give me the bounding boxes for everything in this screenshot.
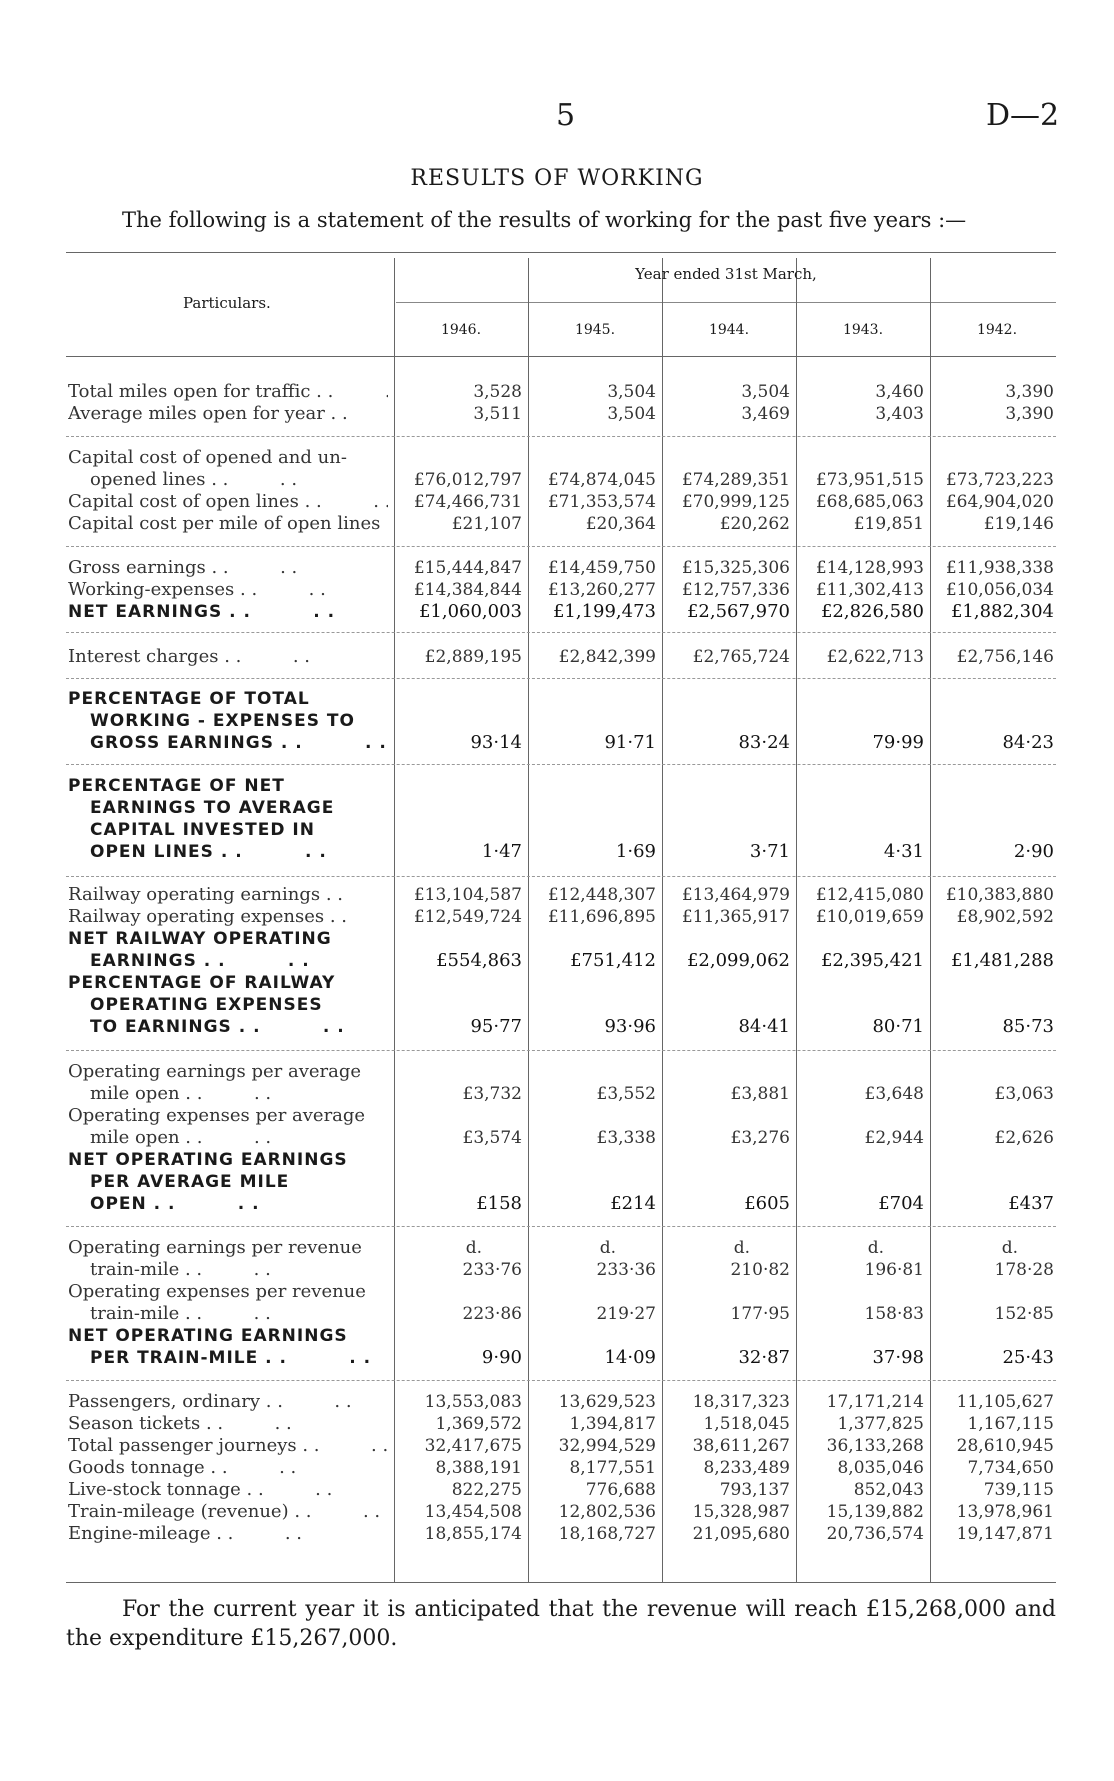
cell-value: £10,019,659 <box>815 907 924 927</box>
cell-value: 17,171,214 <box>826 1392 924 1412</box>
cell-value: £3,732 <box>462 1084 522 1104</box>
cell-value: £70,999,125 <box>681 492 790 512</box>
row-label: opened lines . . <box>68 469 388 491</box>
cell-value: 80·71 <box>872 1016 924 1037</box>
row-label: Capital cost of open lines . . <box>68 491 388 513</box>
cell-value: 1,167,115 <box>967 1414 1054 1434</box>
row-label: PERCENTAGE OF TOTAL <box>68 689 310 709</box>
row-label: PERCENTAGE OF NET <box>68 776 285 796</box>
cell-value: 18,168,727 <box>558 1524 656 1544</box>
cell-value: £14,128,993 <box>815 558 924 578</box>
cell-value: 1,394,817 <box>569 1414 656 1434</box>
section-divider <box>66 678 1056 679</box>
row-label: GROSS EARNINGS . . <box>68 732 388 754</box>
cell-value: 793,137 <box>719 1480 790 1500</box>
row-label: EARNINGS . . <box>68 950 388 972</box>
cell-value: 1·69 <box>615 841 656 862</box>
row-label: Railway operating earnings . . <box>68 884 388 906</box>
cell-value: 37·98 <box>872 1347 924 1368</box>
row-label: Gross earnings . . <box>68 557 388 579</box>
unit-pence: d. <box>733 1238 750 1258</box>
cell-value: £2,626 <box>994 1128 1054 1148</box>
section-divider <box>66 1050 1056 1051</box>
row-label: OPERATING EXPENSES <box>90 995 323 1015</box>
cell-value: 9·90 <box>481 1347 522 1368</box>
cell-value: 4·31 <box>883 841 924 862</box>
row-label: Capital cost of opened and un- <box>68 447 347 468</box>
cell-value: 1·47 <box>481 841 522 862</box>
cell-value: 36,133,268 <box>826 1436 924 1456</box>
cell-value: 32,417,675 <box>424 1436 522 1456</box>
cell-value: £704 <box>878 1193 924 1214</box>
cell-value: 2·90 <box>1013 841 1054 862</box>
cell-value: £1,199,473 <box>552 601 656 622</box>
cell-value: 3·71 <box>749 841 790 862</box>
row-label: mile open . . <box>68 1083 388 1105</box>
header-bottom-rule <box>66 356 1056 357</box>
cell-value: £214 <box>610 1193 656 1214</box>
cell-value: 776,688 <box>585 1480 656 1500</box>
cell-value: £751,412 <box>570 950 656 971</box>
particulars-header: Particulars. <box>183 294 271 312</box>
section-traffic-labels <box>68 1391 388 1545</box>
cell-value: 233·36 <box>596 1260 656 1280</box>
cell-value: 83·24 <box>738 732 790 753</box>
cell-value: 3,390 <box>1005 382 1054 402</box>
row-label: Operating earnings per average <box>68 1061 362 1082</box>
cell-value: £20,262 <box>719 514 790 534</box>
section-earnings-labels <box>68 557 388 623</box>
cell-value: £10,056,034 <box>945 580 1054 600</box>
section-railway-labels <box>68 884 388 1038</box>
row-label: train-mile . . <box>68 1303 388 1325</box>
cell-value: 3,504 <box>607 382 656 402</box>
footer-text: For the current year it is anticipated that the revenue will reach £15,268,000 and the expenditure £15,267,000. <box>66 1597 1056 1651</box>
cell-value: £2,622,713 <box>826 647 924 667</box>
cell-value: 12,802,536 <box>558 1502 656 1522</box>
cell-value: 15,139,882 <box>826 1502 924 1522</box>
cell-value: £8,902,592 <box>956 907 1054 927</box>
section-per-mile-labels <box>68 1061 388 1215</box>
header-sub-rule <box>396 302 1056 303</box>
cell-value: £11,302,413 <box>815 580 924 600</box>
section-divider <box>66 764 1056 765</box>
cell-value: 1,377,825 <box>837 1414 924 1434</box>
cell-value: 84·23 <box>1002 732 1054 753</box>
cell-value: 219·27 <box>596 1304 656 1324</box>
cell-value: 739,115 <box>983 1480 1054 1500</box>
cell-value: 32,994,529 <box>558 1436 656 1456</box>
page-number: 5 <box>556 98 576 133</box>
section-divider <box>66 436 1056 437</box>
cell-value: 38,611,267 <box>692 1436 790 1456</box>
cell-value: 210·82 <box>730 1260 790 1280</box>
cell-value: £2,099,062 <box>686 950 790 971</box>
cell-value: 3,403 <box>875 404 924 424</box>
row-label: Railway operating expenses . . <box>68 906 388 928</box>
cell-value: £14,459,750 <box>547 558 656 578</box>
cell-value: 3,528 <box>473 382 522 402</box>
cell-value: 13,629,523 <box>558 1392 656 1412</box>
cell-value: 1,518,045 <box>703 1414 790 1434</box>
cell-value: £2,765,724 <box>692 647 790 667</box>
table-bottom-rule <box>66 1582 1056 1583</box>
cell-value: £2,567,970 <box>686 601 790 622</box>
cell-value: £12,757,336 <box>681 580 790 600</box>
row-label: train-mile . . <box>68 1259 388 1281</box>
cell-value: 25·43 <box>1002 1347 1054 1368</box>
cell-value: 3,460 <box>875 382 924 402</box>
row-label: PER AVERAGE MILE <box>90 1172 290 1192</box>
cell-value: £3,276 <box>730 1128 790 1148</box>
year-header-1944: 1944. <box>708 322 750 338</box>
cell-value: 11,105,627 <box>956 1392 1054 1412</box>
section-interest-labels <box>68 646 388 668</box>
cell-value: 852,043 <box>853 1480 924 1500</box>
section-divider <box>66 1380 1056 1381</box>
row-label: Interest charges . . <box>68 646 388 668</box>
section-pct-net-labels <box>68 775 388 863</box>
row-label: NET OPERATING EARNINGS <box>68 1150 348 1170</box>
cell-value: 13,553,083 <box>424 1392 522 1412</box>
row-label: PER TRAIN-MILE . . <box>68 1347 388 1369</box>
cell-value: £2,889,195 <box>424 647 522 667</box>
row-label: PERCENTAGE OF RAILWAY <box>68 973 336 993</box>
cell-value: £68,685,063 <box>815 492 924 512</box>
section-capital-labels <box>68 447 388 535</box>
cell-value: 7,734,650 <box>967 1458 1054 1478</box>
row-label: Train-mileage (revenue) . . <box>68 1501 388 1523</box>
section-divider <box>66 1226 1056 1227</box>
cell-value: £554,863 <box>436 950 522 971</box>
cell-value: £19,851 <box>853 514 924 534</box>
cell-value: £158 <box>476 1193 522 1214</box>
cell-value: £2,842,399 <box>558 647 656 667</box>
cell-value: £73,723,223 <box>945 470 1054 490</box>
cell-value: £15,325,306 <box>681 558 790 578</box>
cell-value: 196·81 <box>864 1260 924 1280</box>
document-reference: D—2 <box>986 98 1060 133</box>
cell-value: £437 <box>1008 1193 1054 1214</box>
cell-value: 20,736,574 <box>826 1524 924 1544</box>
cell-value: £19,146 <box>983 514 1054 534</box>
cell-value: £12,549,724 <box>413 907 522 927</box>
cell-value: 85·73 <box>1002 1016 1054 1037</box>
cell-value: 19,147,871 <box>956 1524 1054 1544</box>
cell-value: £2,826,580 <box>820 601 924 622</box>
cell-value: 32·87 <box>738 1347 790 1368</box>
row-label: NET RAILWAY OPERATING <box>68 929 332 949</box>
column-rule <box>796 258 797 1582</box>
cell-value: 8,388,191 <box>435 1458 522 1478</box>
cell-value: £11,938,338 <box>945 558 1054 578</box>
row-label: Engine-mileage . . <box>68 1523 388 1545</box>
year-header-1943: 1943. <box>842 322 884 338</box>
cell-value: £3,063 <box>994 1084 1054 1104</box>
cell-value: 18,317,323 <box>692 1392 790 1412</box>
cell-value: 21,095,680 <box>692 1524 790 1544</box>
footer-note <box>66 1595 1056 1653</box>
cell-value: 14·09 <box>604 1347 656 1368</box>
cell-value: 13,978,961 <box>956 1502 1054 1522</box>
intro-text: The following is a statement of the results of working for the past five years :— <box>122 208 967 232</box>
year-header-1945: 1945. <box>574 322 616 338</box>
cell-value: £20,364 <box>585 514 656 534</box>
cell-value: £21,107 <box>451 514 522 534</box>
cell-value: 13,454,508 <box>424 1502 522 1522</box>
cell-value: 178·28 <box>994 1260 1054 1280</box>
cell-value: £3,574 <box>462 1128 522 1148</box>
section-pct-working-labels <box>68 688 388 754</box>
cell-value: £13,464,979 <box>681 885 790 905</box>
year-ended-header: Year ended 31st March, <box>635 265 817 283</box>
section-train-mile-labels <box>68 1237 388 1369</box>
row-label: TO EARNINGS . . <box>68 1016 388 1038</box>
cell-value: 8,233,489 <box>703 1458 790 1478</box>
cell-value: £3,881 <box>730 1084 790 1104</box>
cell-value: 223·86 <box>462 1304 522 1324</box>
cell-value: £64,904,020 <box>945 492 1054 512</box>
section-miles-labels <box>68 381 388 425</box>
cell-value: 93·96 <box>604 1016 656 1037</box>
cell-value: 95·77 <box>470 1016 522 1037</box>
row-label: Total miles open for traffic . . <box>68 381 388 403</box>
table-top-rule <box>66 252 1056 253</box>
cell-value: 28,610,945 <box>956 1436 1054 1456</box>
cell-value: £3,338 <box>596 1128 656 1148</box>
cell-value: 18,855,174 <box>424 1524 522 1544</box>
row-label: Passengers, ordinary . . <box>68 1391 388 1413</box>
cell-value: 15,328,987 <box>692 1502 790 1522</box>
cell-value: £2,395,421 <box>820 950 924 971</box>
cell-value: £12,415,080 <box>815 885 924 905</box>
row-label: Total passenger journeys . . <box>68 1435 388 1457</box>
row-label: Goods tonnage . . <box>68 1457 388 1479</box>
section-divider <box>66 546 1056 547</box>
cell-value: £73,951,515 <box>815 470 924 490</box>
year-header-1946: 1946. <box>440 322 482 338</box>
cell-value: 84·41 <box>738 1016 790 1037</box>
unit-pence: d. <box>599 1238 616 1258</box>
row-label: Operating earnings per revenue <box>68 1237 362 1258</box>
unit-pence: d. <box>1001 1238 1018 1258</box>
row-label: OPEN LINES . . <box>68 841 388 863</box>
cell-value: 3,504 <box>741 382 790 402</box>
row-label: Capital cost per mile of open lines <box>68 513 381 534</box>
column-rule <box>528 258 529 1582</box>
row-label: Operating expenses per average <box>68 1105 366 1126</box>
cell-value: 3,390 <box>1005 404 1054 424</box>
row-label: Average miles open for year . . <box>68 403 388 425</box>
unit-pence: d. <box>465 1238 482 1258</box>
cell-value: £76,012,797 <box>413 470 522 490</box>
year-header-1942: 1942. <box>976 322 1018 338</box>
cell-value: 3,511 <box>473 404 522 424</box>
cell-value: £3,648 <box>864 1084 924 1104</box>
section-divider <box>66 632 1056 633</box>
cell-value: £1,060,003 <box>418 601 522 622</box>
cell-value: 91·71 <box>604 732 656 753</box>
cell-value: 177·95 <box>730 1304 790 1324</box>
cell-value: £1,481,288 <box>950 950 1054 971</box>
cell-value: £13,104,587 <box>413 885 522 905</box>
cell-value: 93·14 <box>470 732 522 753</box>
cell-value: 152·85 <box>994 1304 1054 1324</box>
cell-value: £605 <box>744 1193 790 1214</box>
cell-value: £11,696,895 <box>547 907 656 927</box>
row-label: Season tickets . . <box>68 1413 388 1435</box>
row-label: EARNINGS TO AVERAGE <box>90 798 335 818</box>
row-label: Working-expenses . . <box>68 579 388 601</box>
row-label: Live-stock tonnage . . <box>68 1479 388 1501</box>
cell-value: 158·83 <box>864 1304 924 1324</box>
cell-value: £14,384,844 <box>413 580 522 600</box>
row-label: OPEN . . <box>68 1193 388 1215</box>
cell-value: £10,383,880 <box>945 885 1054 905</box>
column-rule <box>394 258 395 1582</box>
page-title: RESULTS OF WORKING <box>410 166 704 191</box>
cell-value: 79·99 <box>872 732 924 753</box>
unit-pence: d. <box>867 1238 884 1258</box>
cell-value: £3,552 <box>596 1084 656 1104</box>
cell-value: £13,260,277 <box>547 580 656 600</box>
cell-value: 8,035,046 <box>837 1458 924 1478</box>
row-label: Operating expenses per revenue <box>68 1281 366 1302</box>
row-label: CAPITAL INVESTED IN <box>90 820 315 840</box>
cell-value: £71,353,574 <box>547 492 656 512</box>
cell-value: 822,275 <box>451 1480 522 1500</box>
cell-value: £74,289,351 <box>681 470 790 490</box>
cell-value: 3,469 <box>741 404 790 424</box>
cell-value: £74,466,731 <box>413 492 522 512</box>
row-label: NET EARNINGS . . <box>68 601 388 623</box>
cell-value: £2,756,146 <box>956 647 1054 667</box>
row-label: NET OPERATING EARNINGS <box>68 1326 348 1346</box>
cell-value: £74,874,045 <box>547 470 656 490</box>
cell-value: £1,882,304 <box>950 601 1054 622</box>
row-label: WORKING - EXPENSES TO <box>90 711 355 731</box>
row-label: mile open . . <box>68 1127 388 1149</box>
cell-value: £15,444,847 <box>413 558 522 578</box>
cell-value: £12,448,307 <box>547 885 656 905</box>
column-rule <box>662 258 663 1582</box>
section-divider <box>66 876 1056 877</box>
cell-value: 8,177,551 <box>569 1458 656 1478</box>
cell-value: 1,369,572 <box>435 1414 522 1434</box>
cell-value: £2,944 <box>864 1128 924 1148</box>
cell-value: 3,504 <box>607 404 656 424</box>
cell-value: 233·76 <box>462 1260 522 1280</box>
cell-value: £11,365,917 <box>681 907 790 927</box>
